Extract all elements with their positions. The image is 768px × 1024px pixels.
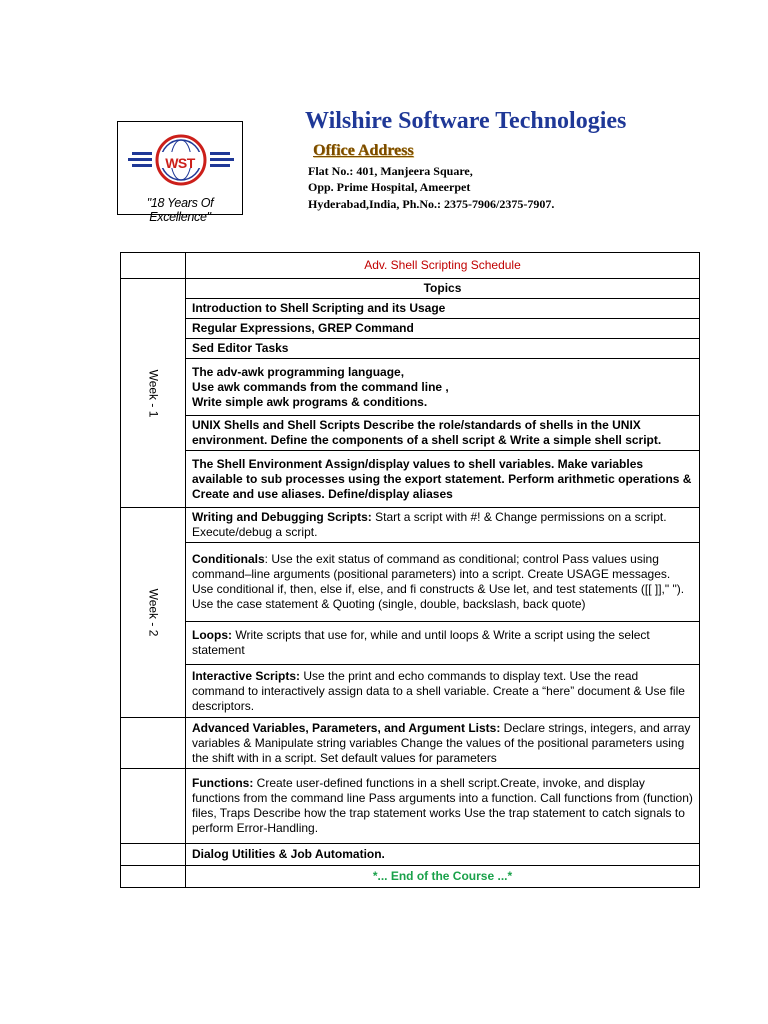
topic-row: The Shell Environment Assign/display values to shell variables. Make variables available to sub processes using the export statement. Perform arithmetic operations & Create and use aliases. Define/display aliases [186, 451, 700, 508]
topic-row: Regular Expressions, GREP Command [186, 319, 700, 339]
topic-row: Interactive Scripts: Use the print and echo commands to display text. Use the read command to interactively assign data to a shell variable. Create a “here” document & Use file descriptors. [186, 665, 700, 718]
logo-text: WST [165, 155, 195, 171]
topic-row: Functions: Create user-defined functions in a shell script.Create, invoke, and display functions from the command line Pass arguments into a function. Call functions from (function) files, Traps Describe how the trap statement works Use the trap statement to catch signals to perform Error-Handling. [186, 769, 700, 844]
week-2-cell [121, 508, 186, 718]
blank-cell [121, 844, 186, 866]
office-address-title: Office Address [313, 142, 414, 159]
company-name: Wilshire Software Technologies [305, 108, 627, 134]
schedule-title: Adv. Shell Scripting Schedule [186, 253, 700, 279]
topic-row: Advanced Variables, Parameters, and Argument Lists: Declare strings, integers, and array variables & Manipulate string variables Change the values of the positional parameters using the shift with in a script. Set default values for parameters [186, 718, 700, 769]
address-line-2: Opp. Prime Hospital, Ameerpet [308, 180, 471, 194]
topic-row: Conditionals: Use the exit status of command as conditional; control Pass values using command–line arguments (positional parameters) into a script. Create USAGE messages. Use conditional if, then, else if, else, and fi constructs & Use let, and test statements ([[ ]]," "). Use the case statement & Quoting (single, double, backslash, back quote) [186, 543, 700, 622]
topic-row: Sed Editor Tasks [186, 339, 700, 359]
topic-row: Loops: Write scripts that use for, while and until loops & Write a script using the select statement [186, 622, 700, 665]
logo-tagline: "18 Years Of Excellence" [146, 196, 214, 224]
blank-cell [121, 718, 186, 769]
end-of-course: *... End of the Course ...* [186, 866, 700, 888]
topic-row: Introduction to Shell Scripting and its Usage [186, 299, 700, 319]
company-logo [117, 121, 243, 224]
week-2-label: Week - 2 [146, 588, 161, 637]
topic-row: Writing and Debugging Scripts: Start a script with #! & Change permissions on a script. Execute/debug a script. [186, 508, 700, 543]
address-line-1: Flat No.: 401, Manjeera Square, [308, 164, 473, 178]
week-1-label: Week - 1 [146, 369, 161, 417]
week-1-cell [121, 279, 186, 508]
topic-row: UNIX Shells and Shell Scripts Describe the role/standards of shells in the UNIX environment. Define the components of a shell script & Write a simple shell script. [186, 416, 700, 451]
blank-cell [121, 866, 186, 888]
topic-row: Dialog Utilities & Job Automation. [186, 844, 700, 866]
address-line-3: Hyderabad,India, Ph.No.: 2375-7906/2375-7907. [308, 197, 555, 211]
schedule-table [120, 252, 700, 888]
blank-cell [121, 769, 186, 844]
blank-cell [121, 253, 186, 279]
topics-header: Topics [186, 279, 700, 299]
topic-row: The adv-awk programming language, Use awk commands from the command line , Write simple awk programs & conditions. [186, 359, 700, 416]
